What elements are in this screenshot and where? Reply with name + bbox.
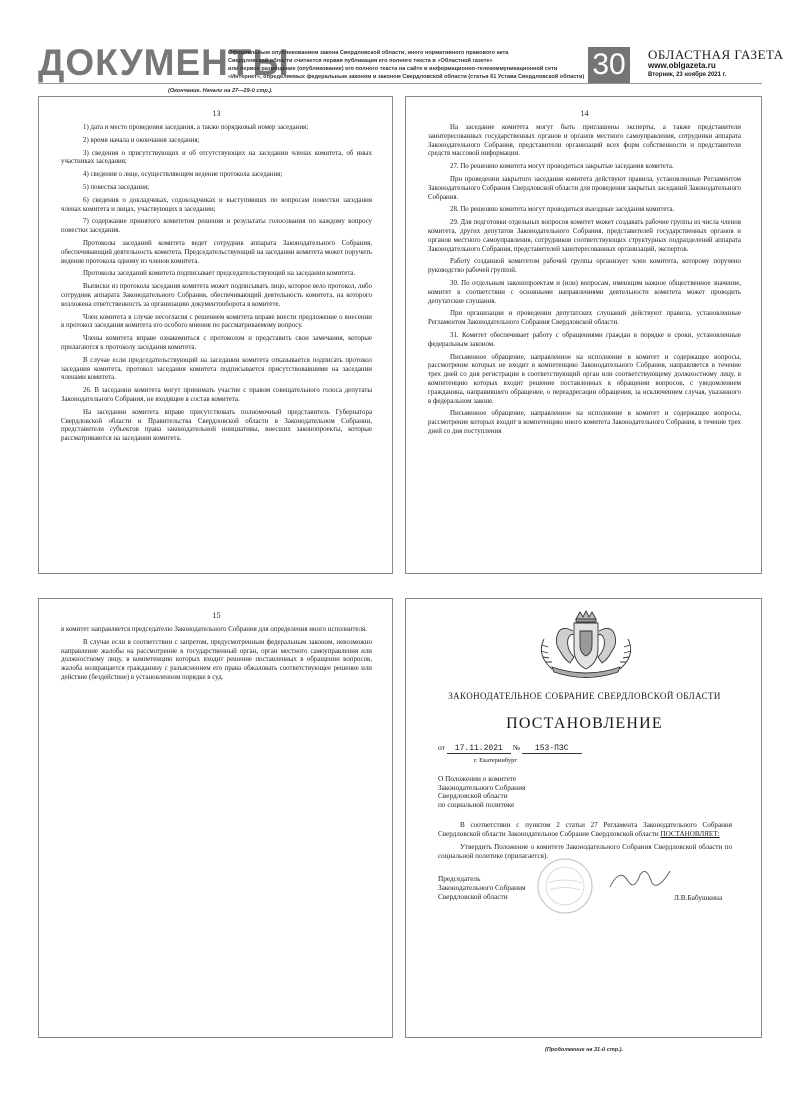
notice-line: Свердловской области считается первая публикация его полного текста в «Областной газете»	[228, 58, 493, 64]
subject-line: Свердловской области	[438, 791, 508, 801]
paragraph: На заседание комитета могут быть приглашены эксперты, а также представители заинтересованных государственных органов и органов местного самоуправления, сотрудники аппарата Законодательного Собрания, представители организаций всех форм собственности и представители средств массовой информации.	[428, 124, 741, 158]
decree-date: 17.11.2021	[447, 744, 511, 754]
signer-title	[438, 875, 525, 901]
paragraph: В случае если председательствующий на заседании комитета отказывается подписать протокол заседания комитета, протокол заседания комитета подписывается присутствовавшими на заседании членами комитета.	[61, 356, 372, 382]
paragraph: 28. По решению комитета могут проводиться выездные заседания комитета.	[450, 206, 675, 214]
paragraph: Протоколы заседаний комитета ведет сотрудник аппарата Законодательного Собрания, обеспечивающий деятельность комитета. Председательствующий на заседании комитета может поручить ведение протокола одному из членов комитета.	[61, 239, 372, 265]
signature-icon	[606, 861, 676, 895]
document-page-14	[405, 96, 762, 574]
page-number-13: 13	[212, 109, 221, 118]
continuation-note-top: (Окончание. Начало на 27—29-й стр.).	[168, 88, 273, 94]
notice-line: «Интернет», определяемых федеральным законом и законом Свердловской области (статья 61 Устава Свердловской области)	[228, 74, 585, 80]
notice-line: или первое размещение (опубликование) его полного текста на сайте в информационно-телекоммуникационной сети	[228, 66, 558, 72]
paragraph: Выписки из протокола заседания комитета может подписывать лицо, которое вело протокол, либо сотрудник аппарата Законодательного Собрания, обеспечивающий деятельность комитета, на которого возложена ответственность за организацию документооборота в комитете.	[61, 283, 372, 308]
page-15-text	[61, 626, 372, 683]
paragraph: 29. Для подготовки отдельных вопросов комитет может создавать рабочие группы из числа членов комитета, других депутатов Законодательного Собрания, представителей государственных органов и органов местного самоуправления, сотрудников соответствующих структурных подразделений аппарата Законодательного Собрания, представителей заинтересованных организаций, экспертов.	[428, 219, 741, 253]
continuation-note-bottom: (Продолжение на 31-й стр.).	[545, 1047, 624, 1053]
city: г. Екатеринбург	[474, 757, 518, 764]
decree-page	[405, 598, 762, 1038]
decree-title: ПОСТАНОВЛЕНИЕ	[506, 715, 663, 732]
newspaper-header	[0, 0, 800, 92]
paragraph: в комитет направляется председателю Законодательного Собрания для определения иного исполнителя.	[61, 626, 367, 633]
subject-line: О Положении о комитете	[438, 774, 517, 783]
decree-subject	[438, 775, 525, 809]
decree-preamble	[438, 821, 732, 839]
signer-title-line: Законодательного Собрания	[438, 882, 526, 892]
paragraph: На заседании комитета вправе присутствовать полномочный представитель Губернатора Свердловской области и Правительства Свердловской области в Законодательном Собрании, представители субъектов права законодательной инициативы, внесших законопроекты, которые рассматриваются на заседании комитета.	[61, 408, 372, 443]
paragraph: 6) сведения о докладчиках, содокладчиках и выступивших по вопросам повестки заседания членах комитета и лицах, участвующих в заседании;	[61, 196, 372, 213]
document-page-13	[38, 96, 393, 574]
issue-date: Вторник, 23 ноября 2021 г.	[648, 72, 727, 78]
signer-name: Л.В.Бабушкина	[674, 893, 723, 902]
paragraph: Члены комитета вправе ознакомиться с протоколом и представить свои замечания, которые прилагаются к протоколу заседания комитета.	[61, 335, 372, 351]
assembly-name: ЗАКОНОДАТЕЛЬНОЕ СОБРАНИЕ СВЕРДЛОВСКОЙ ОБЛАСТИ	[448, 691, 721, 701]
paragraph: 7) содержание принятого комитетом решения и результаты голосования по каждому вопросу повестки заседания.	[61, 218, 372, 235]
signer-title-line: Председатель	[438, 874, 481, 883]
notice-line: Официальным опубликованием закона Свердловской области, иного нормативного правового акта	[228, 50, 509, 56]
signer-title-line: Свердловской области	[438, 891, 508, 901]
paragraph: 3) сведения о присутствующих и об отсутствующих на заседании членах комитета, об иных участниках заседания;	[61, 149, 372, 166]
page-number-14: 14	[580, 109, 589, 118]
subject-line: Законодательного Собрания	[438, 782, 526, 792]
from-label: от	[438, 743, 445, 752]
decree-date-line	[438, 743, 582, 754]
paragraph: 1) дата и место проведения заседания, а также порядковый номер заседания;	[83, 124, 309, 131]
official-seal-icon	[536, 857, 594, 915]
paragraph: 5) повестка заседания;	[83, 183, 150, 191]
coat-of-arms-icon	[530, 609, 642, 681]
paragraph: Работу созданной комитетом рабочей группы организует член комитета, которому поручено руководство рабочей группой.	[428, 258, 741, 275]
resolves-word: ПОСТАНОВЛЯЕТ:	[660, 830, 720, 838]
decree-number: 153-ПЗС	[522, 744, 582, 754]
paragraph: При проведении закрытого заседания комитета действуют правила, установленные Регламентом Законодательного Собрания Свердловской области для проведения закрытых заседаний Законодательного Собрания.	[428, 175, 741, 201]
page-14-text	[428, 124, 741, 437]
paragraph: Протоколы заседаний комитета подписывает председательствующий на заседании комитета.	[83, 270, 356, 278]
paragraph: 4) сведения о лице, осуществляющем ведение протокола заседания;	[83, 171, 283, 179]
paragraph: 30. По отдельным законопроектам и (или) вопросам, имеющим важное общественное значение, комитет в соответствии с основными направлениями деятельности комитета может проводить депутатские слушания.	[428, 279, 741, 305]
paragraph: Письменное обращение, направленное на исполнение в комитет и содержащее вопросы, рассмотрение которых входит в компетенцию иного комитета Законодательного Собрания, в течение трех дней со дня поступления	[428, 410, 741, 435]
page-number: 30	[588, 47, 630, 83]
paragraph: 31. Комитет обеспечивает работу с обращениями граждан в порядке и сроки, установленные федеральным законом.	[428, 331, 741, 348]
paragraph: 2) время начала и окончания заседания;	[83, 136, 200, 144]
paragraph: 26. В заседании комитета могут принимать участие с правом совещательного голоса депутаты Законодательного Собрания, не входящие в состав комитета.	[61, 387, 372, 403]
section-title: ДОКУМЕНТЫ	[38, 42, 290, 83]
publication-notice	[228, 49, 588, 81]
paragraph: 27. По решению комитета могут проводиться закрытые заседания комитета.	[450, 163, 674, 171]
header-divider	[38, 83, 762, 84]
paragraph: Письменное обращение, направленное на исполнение в комитет и содержащее вопросы, рассмотрение которых не входит в компетенцию Законодательного Собрания, направляется в течение трех дней со дня регистрации в соответствующий орган или соответствующему должностному лицу, в компетенцию которых входит решение поставленных в обращении вопросов, с уведомлением гражданина, направившего обращение, о переадресации обращения, за исключением случая, указанного в федеральном законе.	[428, 353, 741, 405]
newspaper-site: www.oblgazeta.ru	[648, 61, 716, 70]
preamble-text: В соответствии с пунктом 2 статьи 27 Регламента Законодательного Собрания Свердловской области Законодательное Собрание Свердловской области	[438, 821, 732, 838]
paragraph: В случае если в соответствии с запретом, предусмотренным федеральным законом, невозможно направление жалобы на рассмотрение в государственный орган, орган местного самоуправления или должностному лицу, в компетенцию которых входит решение поставленных в обращении вопросов, жалоба возвращается гражданину с разъяснением его права обжаловать соответствующее решение или действие (бездействие) в установленном порядке в суд.	[61, 638, 372, 681]
decree-approval: Утвердить Положение о комитете Законодательного Собрания Свердловской области по социальной политике (прилагается).	[438, 843, 732, 860]
number-label: №	[512, 743, 520, 752]
page-number-15: 15	[212, 611, 221, 620]
document-page-15	[38, 598, 393, 1038]
newspaper-name: ОБЛАСТНАЯ ГАЗЕТА	[648, 47, 784, 62]
page-13-text	[61, 124, 372, 444]
paragraph: Член комитета в случае несогласия с решением комитета вправе внести предложение о внесении в протокол заседания комитета его особого мнения по рассматриваемому вопросу.	[61, 313, 372, 330]
paragraph: При организации и проведении депутатских слушаний действуют правила, установленные Регламентом Законодательного Собрания Свердловской области.	[428, 310, 741, 327]
subject-line: по социальной политике	[438, 799, 515, 809]
